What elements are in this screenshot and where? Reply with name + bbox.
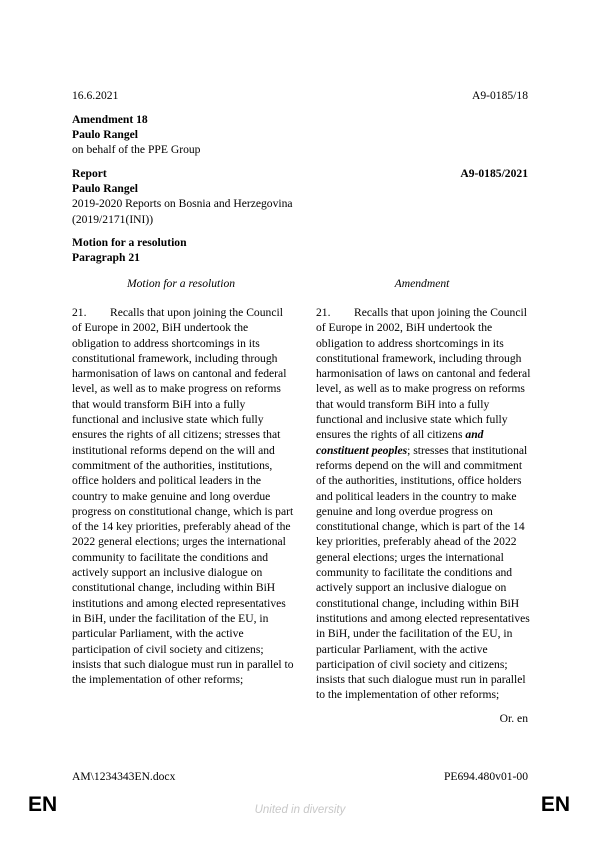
- report-author: Paulo Rangel: [72, 182, 139, 196]
- motion-block: [72, 235, 187, 265]
- report-block: [72, 166, 293, 227]
- amendment-behalf: on behalf of the PPE Group: [72, 143, 201, 157]
- original-language: Or. en: [499, 712, 528, 725]
- footer-pe-number: PE694.480v01-00: [443, 770, 528, 783]
- amended-text-column: [316, 305, 532, 703]
- motion-heading: Motion for a resolution: [72, 236, 187, 249]
- footer-language-left: EN: [28, 793, 58, 816]
- report-procedure: (2019/2171(INI)): [72, 212, 154, 226]
- amended-text-after: ; stresses that institutional reforms depend on the will and commitment of the authorities, institutions, office holders and political leaders in the country to make genuine and long overdue progress on constitutional change, which is part of the 14 key priorities, preferably ahead of the 2022 general elections; urges the international community to facilitate the conditions and actively support an inclusive dialogue on constitutional change, including within BiH institutions and among elected representatives in BiH, under the facilitation of the EU, in particular Parliament, with the active participation of civil society and citizens; insists that such dialogue must run in parallel to the implementation of other reforms;: [316, 443, 530, 702]
- paragraph-number: 21.: [72, 306, 87, 319]
- report-reference: A9-0185/2021: [460, 167, 528, 180]
- right-column-heading: Amendment: [394, 277, 450, 290]
- amendment-block: [72, 112, 200, 158]
- amendment-reference: A9-0185/18: [471, 89, 528, 102]
- inserted-text: and constituent peoples: [316, 428, 484, 457]
- amendment-author: Paulo Rangel: [72, 128, 139, 142]
- footer-document-id: AM\1234343EN.docx: [72, 770, 176, 783]
- original-text-column: [72, 305, 294, 687]
- amended-text-before: Recalls that upon joining the Council of Europe in 2002, BiH undertook the obligation to address shortcomings in its constitutional framework, including through harmonisation of laws on cantonal and federal level, as well as to make progress on reforms that would transform BiH into a fully functional and inclusive state which fully ensures the rights of all citizens: [316, 306, 531, 442]
- left-column-heading: Motion for a resolution: [126, 277, 236, 290]
- motion-paragraph: Paragraph 21: [72, 251, 140, 265]
- amendment-title: Amendment 18: [72, 113, 148, 126]
- paragraph-number: 21.: [316, 306, 331, 319]
- document-date: 16.6.2021: [72, 89, 119, 102]
- report-subject: 2019-2020 Reports on Bosnia and Herzegovina: [72, 197, 293, 211]
- footer-language-right: EN: [540, 793, 570, 816]
- footer-motto: United in diversity: [254, 804, 346, 816]
- report-label: Report: [72, 167, 107, 180]
- original-text-body: Recalls that upon joining the Council of Europe in 2002, BiH undertook the obligation to address shortcomings in its constitutional framework, including through harmonisation of laws on cantonal and federal level, as well as to make progress on reforms that would transform BiH into a fully functional and inclusive state which fully ensures the rights of all citizens; stresses that institutional reforms depend on the will and commitment of the authorities, institutions, office holders and political leaders in the country to make genuine and long overdue progress on constitutional change, which is part of the 14 key priorities, preferably ahead of the 2022 general elections; urges the international community to facilitate the conditions and actively support an inclusive dialogue on constitutional change, including within BiH institutions and among elected representatives in BiH, under the facilitation of the EU, in particular Parliament, with the active participation of civil society and citizens; insists that such dialogue must run in parallel to the implementation of other reforms;: [72, 306, 294, 687]
